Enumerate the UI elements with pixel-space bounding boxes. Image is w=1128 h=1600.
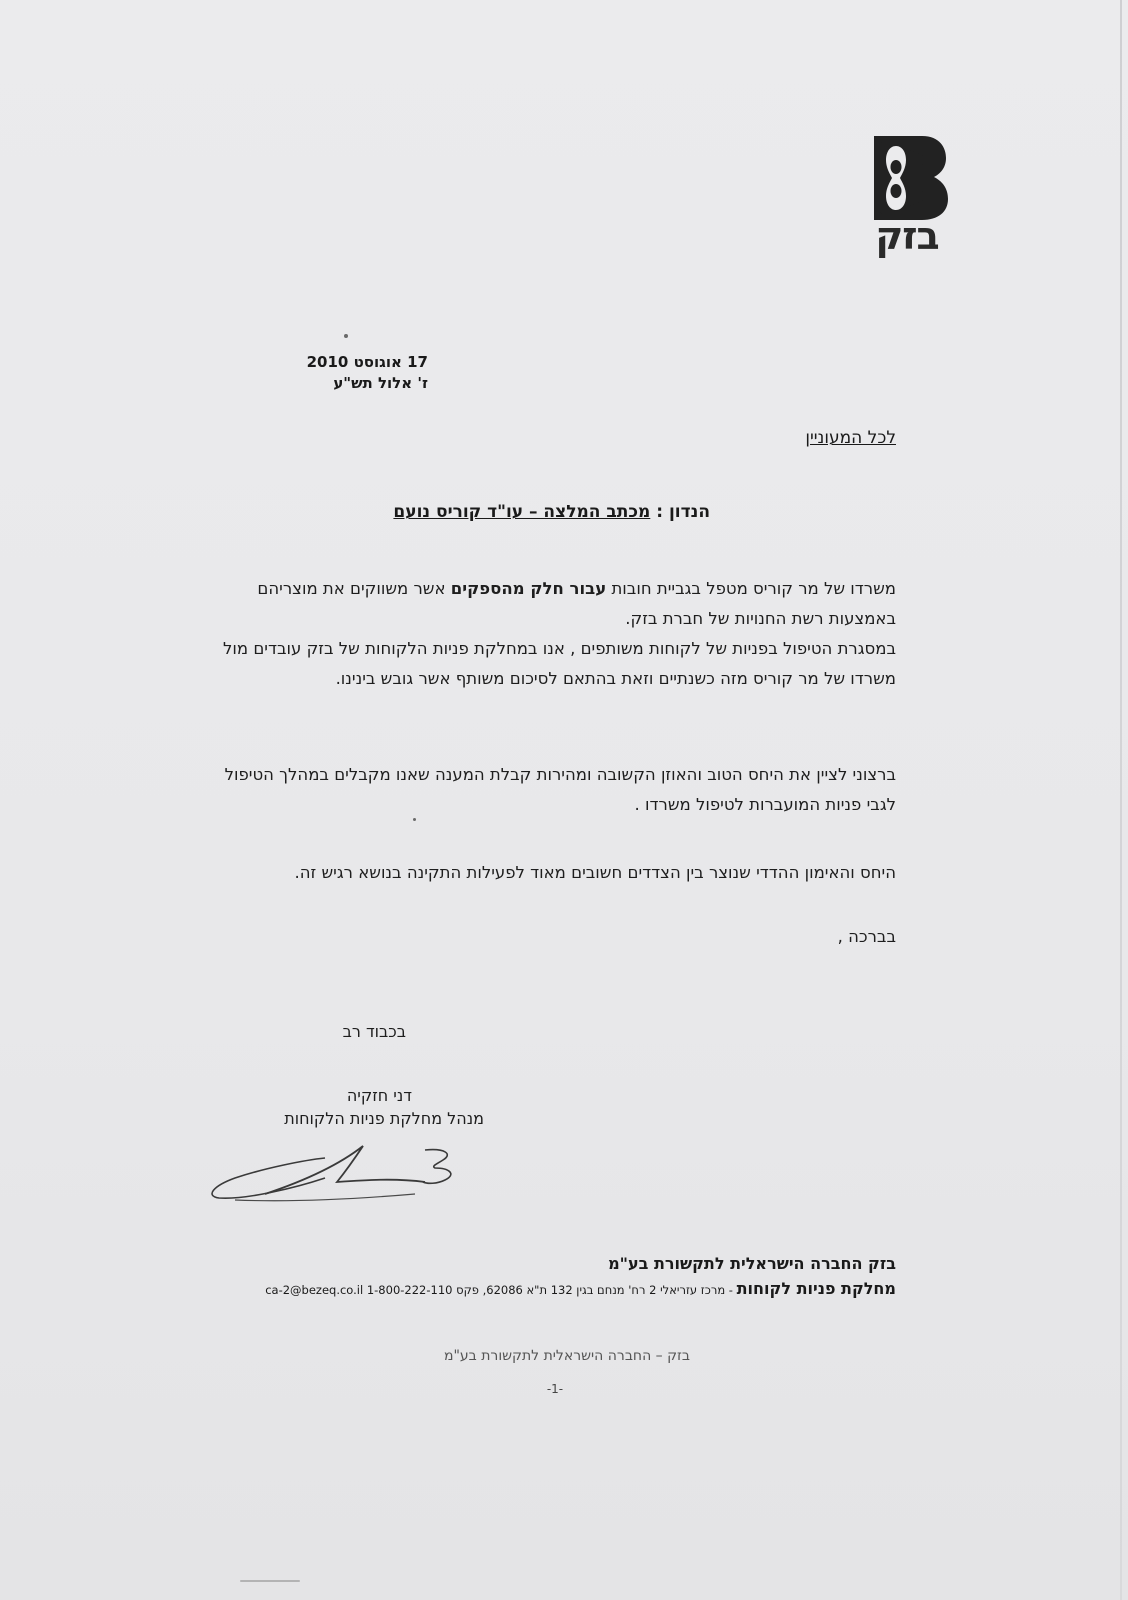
handwritten-signature-icon — [205, 1138, 475, 1202]
footer-department-line — [220, 1279, 896, 1298]
scan-speck — [413, 818, 416, 821]
body-paragraph-2: ברצוני לציין את היחס הטוב והאוזן הקשובה ומהירות קבלת המענה שאנו מקבלים במהלך הטיפול לגבי פניות המועברות לטיפול משרדו . — [224, 765, 896, 814]
subject-label: הנדון : — [656, 502, 710, 522]
scan-speck — [240, 1580, 300, 1582]
footer-company: בזק החברה הישראלית לתקשורת בע"מ — [608, 1254, 896, 1273]
page-number: -1- — [546, 1382, 564, 1396]
body-greeting: בברכה , — [837, 927, 896, 946]
subject-text: מכתב המלצה – עו"ד קוריס נועם — [393, 502, 651, 522]
body-p1-line2: במסגרת הטיפול בפניות של לקוחות משותפים , אנו במחלקת פניות הלקוחות של בזק עובדים מול משרדו של מר קוריס מזה כשנתיים וזאת בהתאם לסיכום משותף אשר גובש בינינו. — [223, 639, 896, 688]
footer-department: מחלקת פניות לקוחות — [736, 1279, 896, 1298]
scan-edge — [1120, 0, 1122, 1600]
subject-line — [300, 502, 710, 522]
brand-name: בזק — [875, 214, 939, 258]
footer-email: ca-2@bezeq.co.il — [265, 1283, 364, 1297]
signer-name: דני חזקיה — [346, 1086, 412, 1105]
body-paragraph-1 — [196, 574, 896, 694]
body-p1-part2: אשר משווקים את מוצריהם באמצעות רשת החנויות של חברת בזק. — [257, 579, 896, 628]
signer-block — [200, 1084, 484, 1130]
body-p1-part1: משרדו של מר קוריס מטפל בגביית חובות — [606, 579, 896, 598]
footer-tagline: בזק – החברה הישראלית לתקשורת בע"מ — [443, 1348, 690, 1364]
gregorian-date: 17 אוגוסט 2010 — [306, 353, 428, 371]
scan-speck — [344, 334, 348, 338]
body-p1-bold: עבור חלק מהספקים — [450, 579, 607, 598]
date-block — [250, 352, 428, 394]
hebrew-date: ז' אלול תש"ע — [333, 374, 428, 392]
signer-title: מנהל מחלקת פניות הלקוחות — [284, 1109, 484, 1128]
footer-address: - מרכז עזריאלי 2 רח' מנחם בגין 132 ת"א 62086, פקס 1-800-222-110 — [363, 1283, 737, 1297]
recipient: לכל המעוניין — [805, 428, 896, 448]
closing-regards: בכבוד רב — [342, 1022, 406, 1041]
body-paragraph-3: היחס והאימון ההדדי שנוצר בין הצדדים חשובים מאוד לפעילות התקינה בנושא רגיש זה. — [294, 863, 896, 882]
bezeq-logo-icon — [866, 136, 948, 220]
